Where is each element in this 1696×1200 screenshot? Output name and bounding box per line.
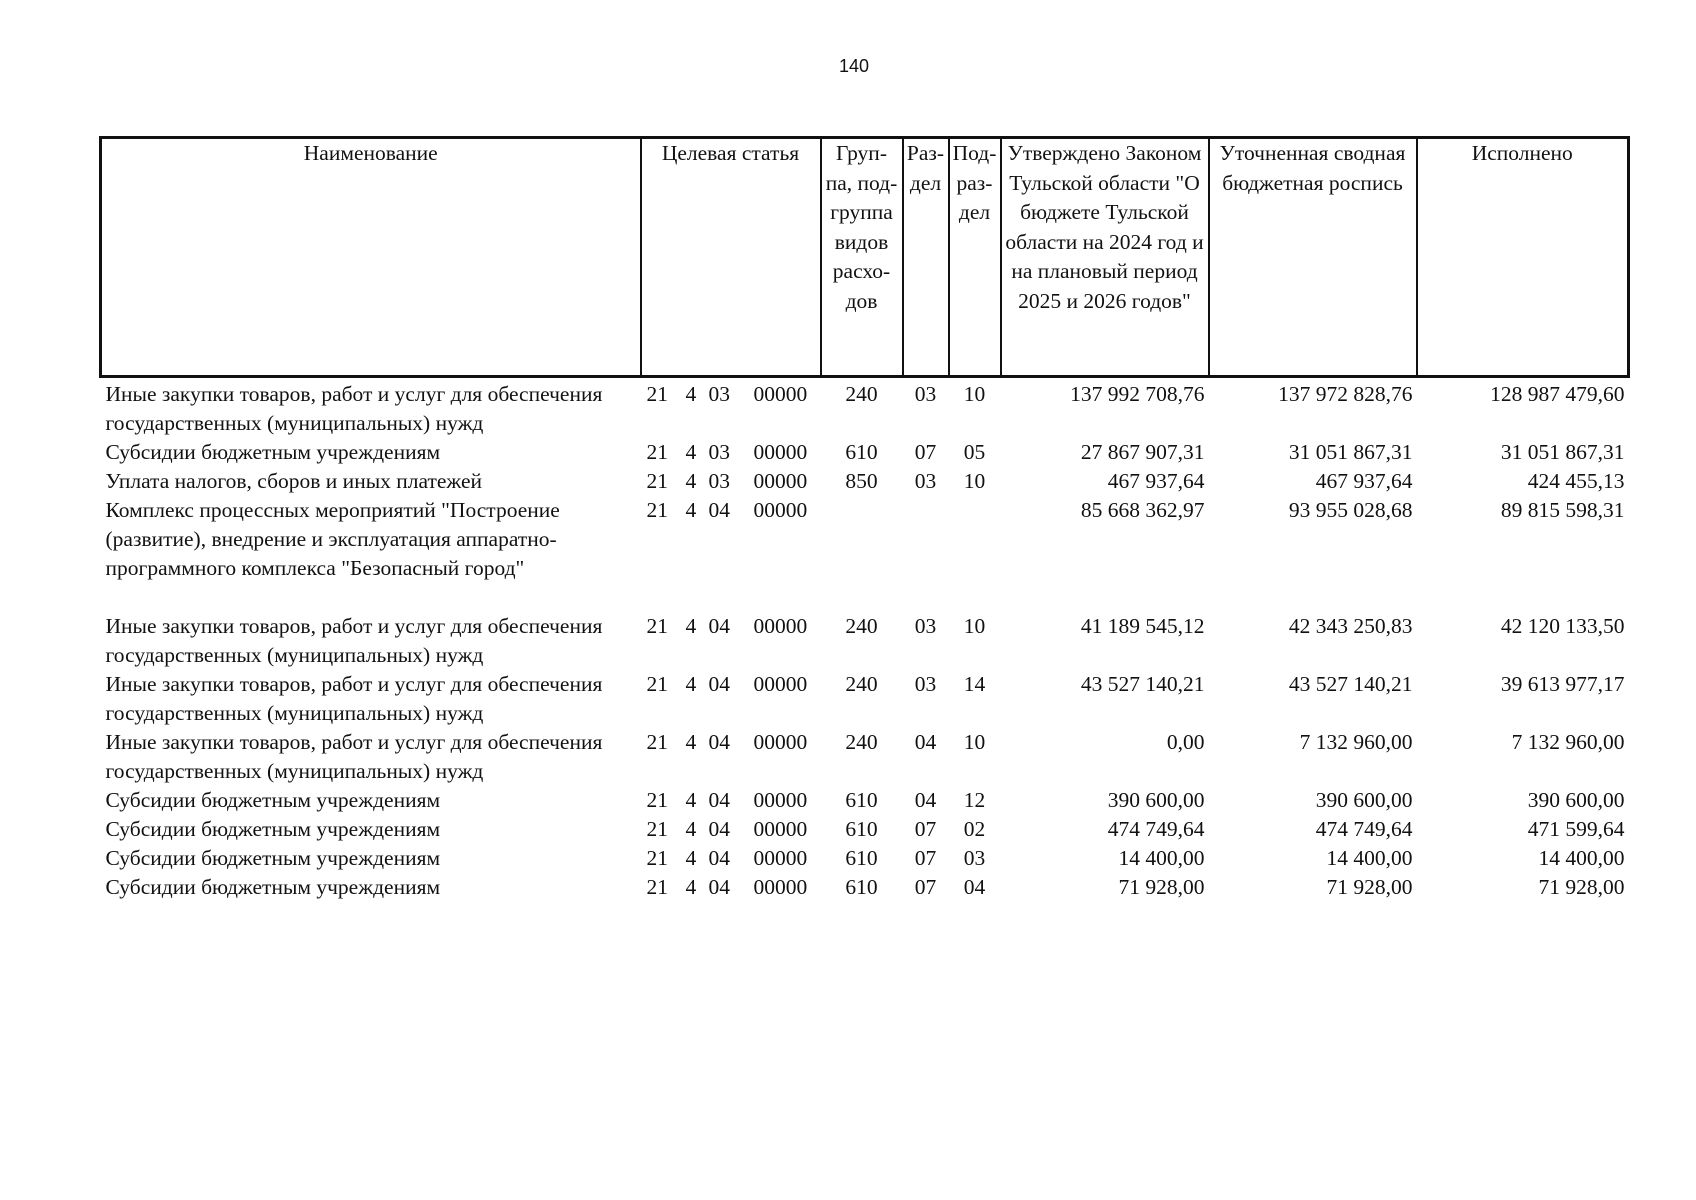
row-target-article: 21 4 04 00000 [646, 614, 808, 638]
row-refined: 7 132 960,00 [1299, 730, 1413, 754]
row-name: Субсидии бюджетным учреждениям [105, 440, 441, 464]
row-section: 03 [914, 382, 937, 406]
row-name: Субсидии бюджетным учреждениям [105, 846, 441, 870]
row-refined: 43 527 140,21 [1288, 672, 1413, 696]
row-section: 03 [914, 469, 937, 493]
row-approved: 0,00 [1166, 730, 1205, 754]
row-subsection: 12 [963, 788, 986, 812]
row-refined: 474 749,64 [1315, 817, 1413, 841]
table-row [101, 844, 1629, 873]
row-section: 07 [914, 846, 937, 870]
row-expense-group [821, 496, 903, 612]
row-executed: 128 987 479,60 [1490, 382, 1625, 406]
row-executed: 471 599,64 [1527, 817, 1625, 841]
table-row [101, 815, 1629, 844]
row-target-article: 21 4 03 00000 [646, 440, 808, 464]
row-name: Субсидии бюджетным учреждениям [105, 788, 441, 812]
table-row [101, 873, 1629, 902]
table-row [101, 438, 1629, 467]
row-executed: 39 613 977,17 [1500, 672, 1625, 696]
row-approved: 71 928,00 [1118, 875, 1205, 899]
table-row [101, 786, 1629, 815]
row-target-article: 21 4 04 00000 [646, 672, 808, 696]
row-section: 07 [914, 875, 937, 899]
row-target-article: 21 4 04 00000 [646, 817, 808, 841]
row-approved: 14 400,00 [1118, 846, 1205, 870]
row-section: 04 [914, 788, 937, 812]
row-refined: 42 343 250,83 [1288, 614, 1413, 638]
row-subsection: 10 [963, 469, 986, 493]
row-name: Субсидии бюджетным учреждениям [105, 875, 441, 899]
table-row [101, 377, 1629, 439]
row-refined: 14 400,00 [1326, 846, 1413, 870]
row-target-article: 21 4 04 00000 [646, 498, 808, 522]
row-section: 07 [914, 440, 937, 464]
row-section: 04 [914, 730, 937, 754]
row-subsection: 04 [963, 875, 986, 899]
row-executed: 89 815 598,31 [1500, 498, 1625, 522]
row-approved: 474 749,64 [1107, 817, 1205, 841]
row-expense-group: 240 [845, 382, 878, 406]
row-name: Иные закупки товаров, работ и услуг для обеспечения государственных (муниципальных) нужд [105, 730, 603, 783]
row-expense-group: 610 [845, 788, 878, 812]
row-executed: 424 455,13 [1527, 469, 1625, 493]
row-refined: 31 051 867,31 [1288, 440, 1413, 464]
row-subsection: 10 [963, 614, 986, 638]
table-row [101, 467, 1629, 496]
row-approved: 137 992 708,76 [1070, 382, 1205, 406]
row-executed: 42 120 133,50 [1500, 614, 1625, 638]
row-expense-group: 610 [845, 817, 878, 841]
row-expense-group: 240 [845, 672, 878, 696]
row-approved: 43 527 140,21 [1080, 672, 1205, 696]
row-name: Комплекс процессных мероприятий "Построение (развитие), внедрение и эксплуатация аппаратно-программного комплекса "Безопасный город" [105, 498, 560, 580]
row-subsection [949, 496, 1001, 612]
row-subsection: 05 [963, 440, 986, 464]
row-target-article: 21 4 04 00000 [646, 875, 808, 899]
row-section: 07 [914, 817, 937, 841]
table-row [101, 670, 1629, 728]
row-section: 03 [914, 672, 937, 696]
row-name: Уплата налогов, сборов и иных платежей [105, 469, 483, 493]
table-row [101, 496, 1629, 612]
header-name: Наименование [101, 138, 641, 377]
header-refined: Уточненная сводная бюджетная роспись [1209, 138, 1417, 377]
row-executed: 71 928,00 [1538, 875, 1625, 899]
header-row [101, 138, 1629, 377]
row-approved: 390 600,00 [1107, 788, 1205, 812]
table-row [101, 728, 1629, 786]
page-number: 140 [838, 56, 870, 76]
row-section: 03 [914, 614, 937, 638]
row-subsection: 03 [963, 846, 986, 870]
row-refined: 467 937,64 [1315, 469, 1413, 493]
row-subsection: 02 [963, 817, 986, 841]
row-expense-group: 610 [845, 846, 878, 870]
row-executed: 7 132 960,00 [1511, 730, 1625, 754]
header-section: Раз-дел [903, 138, 949, 377]
row-refined: 93 955 028,68 [1288, 498, 1413, 522]
row-target-article: 21 4 03 00000 [646, 382, 808, 406]
header-subsection: Под-раз-дел [949, 138, 1001, 377]
row-name: Субсидии бюджетным учреждениям [105, 817, 441, 841]
row-refined: 137 972 828,76 [1278, 382, 1413, 406]
row-section [903, 496, 949, 612]
row-target-article: 21 4 03 00000 [646, 469, 808, 493]
row-expense-group: 240 [845, 730, 878, 754]
row-name: Иные закупки товаров, работ и услуг для обеспечения государственных (муниципальных) нужд [105, 382, 603, 435]
row-subsection: 14 [963, 672, 986, 696]
header-executed: Исполнено [1417, 138, 1629, 377]
row-name: Иные закупки товаров, работ и услуг для обеспечения государственных (муниципальных) нужд [105, 614, 603, 667]
row-refined: 390 600,00 [1315, 788, 1413, 812]
row-target-article: 21 4 04 00000 [646, 730, 808, 754]
header-expense-group: Груп-па, под-группа видов расхо-дов [821, 138, 903, 377]
row-executed: 390 600,00 [1527, 788, 1625, 812]
row-expense-group: 850 [845, 469, 878, 493]
row-approved: 41 189 545,12 [1080, 614, 1205, 638]
row-approved: 27 867 907,31 [1080, 440, 1205, 464]
table-row [101, 612, 1629, 670]
row-approved: 467 937,64 [1107, 469, 1205, 493]
header-target-article: Целевая статья [641, 138, 821, 377]
row-refined: 71 928,00 [1326, 875, 1413, 899]
row-expense-group: 240 [845, 614, 878, 638]
row-executed: 31 051 867,31 [1500, 440, 1625, 464]
row-approved: 85 668 362,97 [1080, 498, 1205, 522]
row-name: Иные закупки товаров, работ и услуг для обеспечения государственных (муниципальных) нужд [105, 672, 603, 725]
header-approved: Утверждено Законом Тульской области "О бюджете Тульской области на 2024 год и на плановый период 2025 и 2026 годов" [1001, 138, 1209, 377]
row-subsection: 10 [963, 730, 986, 754]
row-expense-group: 610 [845, 875, 878, 899]
row-expense-group: 610 [845, 440, 878, 464]
row-subsection: 10 [963, 382, 986, 406]
row-target-article: 21 4 04 00000 [646, 846, 808, 870]
row-executed: 14 400,00 [1538, 846, 1625, 870]
row-target-article: 21 4 04 00000 [646, 788, 808, 812]
budget-table [99, 136, 1630, 902]
